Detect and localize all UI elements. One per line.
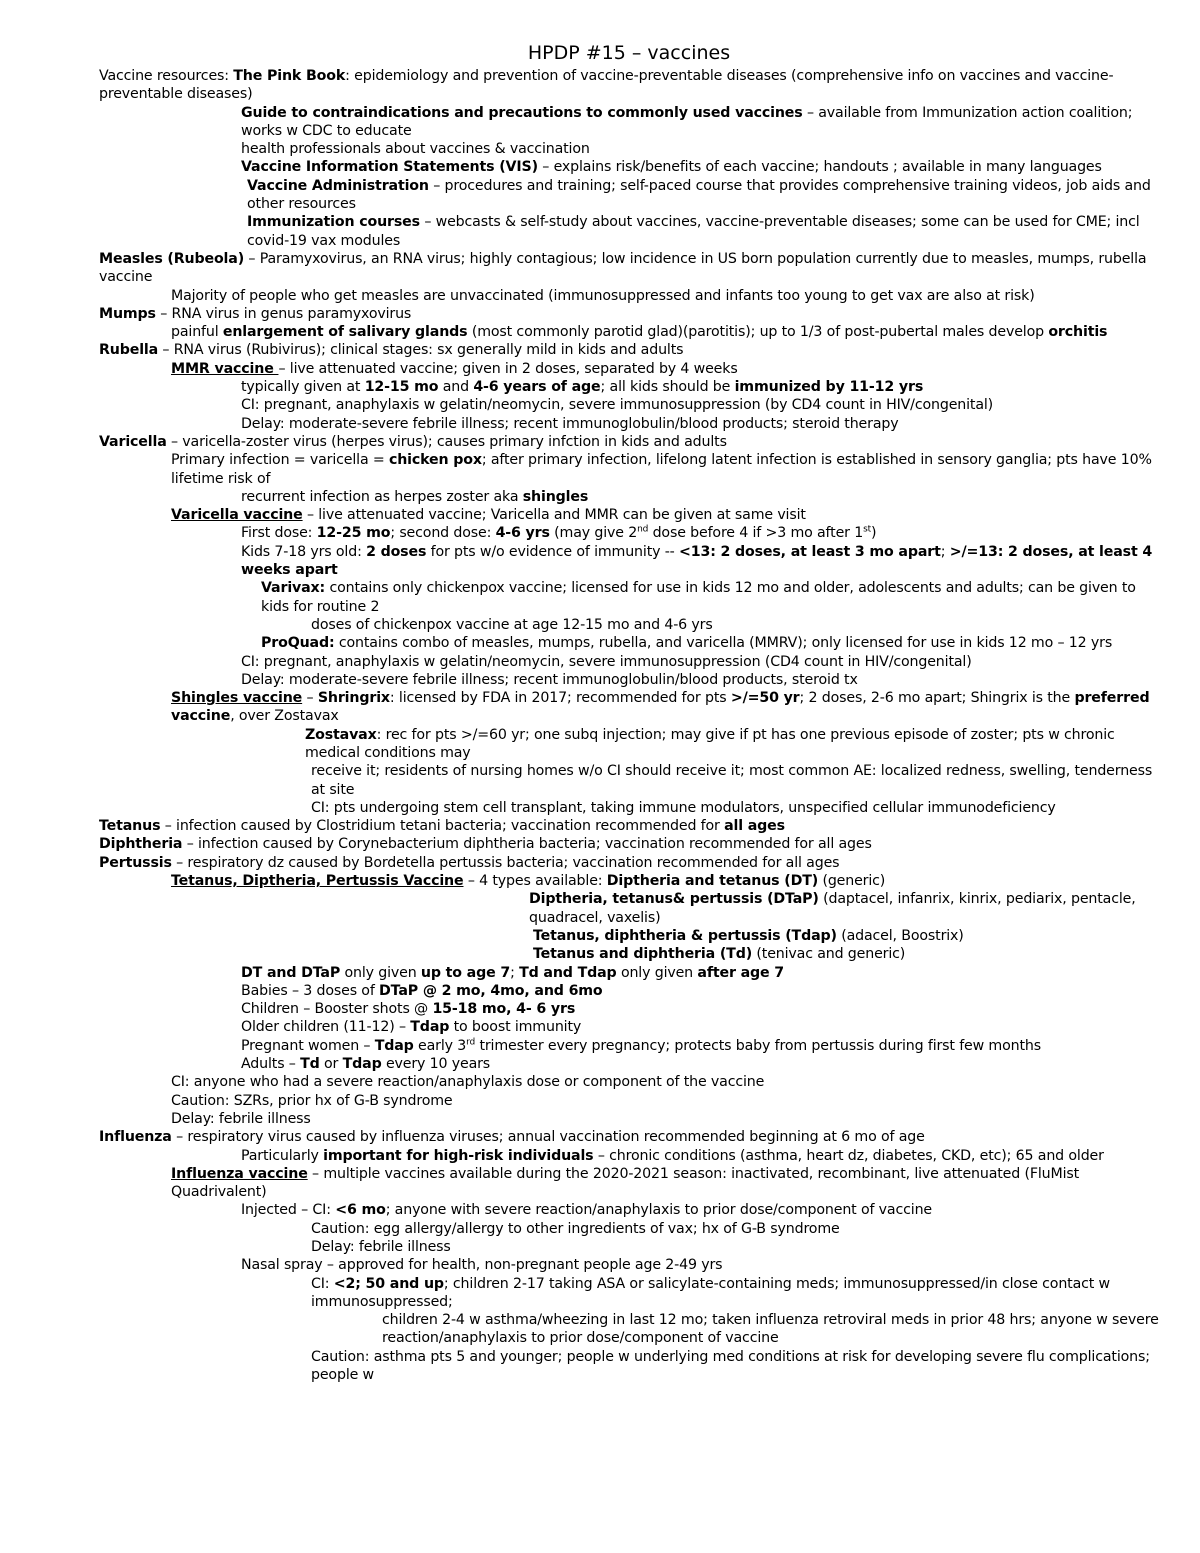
text: – live attenuated vaccine; given in 2 doses, separated by 4 weeks (278, 360, 738, 377)
bold-text: Varicella (99, 433, 167, 450)
text: CI: pregnant, anaphylaxis w gelatin/neomycin, severe immunosuppression (CD4 count in HIV/congenital) (241, 653, 972, 670)
paragraph (99, 1092, 1159, 1110)
text: typically given at (241, 379, 365, 396)
text: – respiratory virus caused by influenza viruses; annual vaccination recommended beginning at 6 mo of age (171, 1129, 925, 1146)
bold-text: all ages (724, 818, 785, 835)
text: Delay: moderate-severe febrile illness; recent immunoglobulin/blood products, steroid tx (241, 671, 858, 688)
text: – (302, 690, 318, 707)
text: ; after primary infection, lifelong latent infection is established in sensory ganglia; pts have 10% lifetime risk of (171, 452, 1152, 487)
text: contains combo of measles, mumps, rubella, and varicella (MMRV); only licensed for use in kids 12 mo – 12 yrs (334, 635, 1113, 652)
bold-text: Vaccine Information Statements (VIS) (241, 159, 538, 176)
text: – procedures and training; self-paced course that provides comprehensive training videos, job aids and other resources (247, 177, 1151, 213)
bold-text: 4-6 years of age (473, 379, 601, 396)
paragraph (99, 1037, 1159, 1055)
paragraph (99, 396, 1159, 414)
text: and (438, 379, 474, 396)
paragraph (99, 726, 1159, 763)
superscript-text: rd (466, 1037, 476, 1047)
paragraph (99, 616, 1159, 634)
text: children 2-4 w asthma/wheezing in last 12 mo; taken influenza retroviral meds in prior 48 hrs; anyone w severe (382, 1312, 1159, 1329)
paragraph (99, 287, 1159, 305)
text: receive it; residents of nursing homes w/o CI should receive it; most common AE: localized redness, swelling, tenderness at site (311, 763, 1153, 798)
text: – infection caused by Clostridium tetani bacteria; vaccination recommended for (160, 818, 725, 835)
paragraph (99, 854, 1159, 872)
paragraph (99, 104, 1159, 141)
bold-text: <6 mo (335, 1202, 386, 1219)
bold-text: immunized by 11-12 yrs (734, 379, 924, 396)
text: (tenivac and generic) (752, 946, 906, 963)
bold-text: <13: 2 doses, at least 3 mo apart (679, 543, 941, 560)
text: Delay: moderate-severe febrile illness; recent immunoglobulin/blood products; steroid therapy (241, 415, 899, 432)
paragraph (99, 653, 1159, 671)
text: Particularly (241, 1147, 324, 1164)
text: Injected – CI: (241, 1202, 336, 1219)
paragraph (99, 945, 1159, 963)
bold-text: Guide to contraindications and precautions to commonly used vaccines (241, 104, 803, 121)
text: ; all kids should be (600, 379, 735, 396)
text: only given (616, 964, 698, 981)
paragraph (99, 140, 1159, 158)
paragraph (99, 799, 1159, 817)
paragraph (99, 415, 1159, 433)
text: – chronic conditions (asthma, heart dz, diabetes, CKD, etc); 65 and older (593, 1147, 1104, 1164)
text: – 4 types available: (463, 873, 607, 890)
text: : rec for pts >/=60 yr; one subq injection; may give if pt has one previous episode of zoster; pts w chronic medical conditions may (305, 726, 1115, 761)
text: health professionals about vaccines & vaccination (241, 141, 590, 158)
text: ; anyone with severe reaction/anaphylaxis to prior dose/component of vaccine (385, 1202, 932, 1219)
text: Nasal spray – approved for health, non-pregnant people age 2-49 yrs (241, 1257, 723, 1274)
text: to boost immunity (449, 1019, 582, 1036)
bold-text: Tdap (410, 1019, 450, 1036)
document-page (99, 40, 1159, 1384)
bold-text: The Pink Book (233, 68, 346, 84)
paragraph (99, 543, 1159, 580)
bold-text: Diptheria and tetanus (DT) (606, 873, 819, 890)
text: painful (171, 324, 223, 341)
bold-text: Shringrix (317, 690, 390, 707)
text: doses of chickenpox vaccine at age 12-15 mo and 4-6 yrs (311, 616, 713, 633)
text: – explains risk/benefits of each vaccine; handouts ; available in many languages (537, 159, 1102, 176)
bold-text: Tetanus and diphtheria (Td) (533, 946, 753, 963)
bold-text: Diptheria, tetanus& pertussis (DTaP) (529, 891, 819, 908)
text: Delay: febrile illness (311, 1239, 451, 1255)
text: Older children (11-12) – (241, 1019, 411, 1036)
paragraph (99, 177, 1159, 214)
bold-text: Mumps (99, 305, 156, 322)
text: Babies – 3 doses of (241, 982, 380, 999)
paragraph (99, 872, 1159, 890)
paragraph (99, 1238, 1159, 1256)
paragraph (99, 817, 1159, 835)
paragraph (99, 689, 1159, 726)
text: : licensed by FDA in 2017; recommended for pts (389, 690, 731, 707)
bold-text: DT and DTaP (241, 964, 341, 981)
paragraph (99, 1256, 1159, 1274)
paragraph (99, 506, 1159, 524)
paragraph (99, 890, 1159, 927)
text: ; 2 doses, 2-6 mo apart; Shingrix is the (799, 690, 1075, 707)
paragraph (99, 1165, 1159, 1202)
text: for pts w/o evidence of immunity -- (426, 543, 680, 560)
paragraph (99, 1055, 1159, 1073)
bold-text: 12-15 mo (364, 379, 439, 396)
paragraph (99, 671, 1159, 689)
bold-text: Tdap (374, 1037, 414, 1054)
bold-text: 15-18 mo, 4- 6 yrs (432, 1001, 576, 1018)
bold-text: chicken pox (388, 452, 482, 469)
bold-text: Influenza (99, 1129, 172, 1146)
bold-text: MMR vaccine (171, 360, 279, 377)
text: only given (340, 964, 421, 981)
text: (may give 2 (549, 525, 638, 542)
bold-text: 4-6 yrs (495, 525, 550, 542)
bold-text: Shingles vaccine (171, 690, 303, 707)
text: trimester every pregnancy; protects baby from pertussis during first few months (475, 1037, 1041, 1054)
text: Kids 7-18 yrs old: (241, 543, 367, 560)
bold-text: 12-25 mo (316, 525, 391, 542)
paragraph (99, 451, 1159, 488)
superscript-text: st (863, 524, 871, 535)
bold-text: Immunization courses (247, 214, 420, 231)
paragraph (99, 579, 1159, 616)
text: – live attenuated vaccine; Varicella and MMR can be given at same visit (302, 507, 806, 524)
text: reaction/anaphylaxis to prior dose/component of vaccine (382, 1330, 779, 1347)
text: CI: pregnant, anaphylaxis w gelatin/neomycin, severe immunosuppression (by CD4 count in HIV/congenital) (241, 397, 994, 414)
bold-text: Pertussis (99, 854, 172, 871)
paragraph (99, 1073, 1159, 1091)
bold-text: Tetanus (99, 818, 161, 835)
text: ; (940, 543, 950, 560)
paragraph (99, 250, 1159, 287)
paragraph (99, 433, 1159, 451)
text: CI: (311, 1275, 334, 1292)
document-title: HPDP #15 – vaccines (527, 42, 731, 64)
text: Adults – (241, 1056, 301, 1073)
text: CI: pts undergoing stem cell transplant, taking immune modulators, unspecified cellular immunodeficiency (311, 799, 1056, 816)
bold-text: Tdap (342, 1056, 382, 1073)
paragraph (99, 1329, 1159, 1347)
text: ) (871, 525, 877, 542)
bold-text: ProQuad: (261, 635, 335, 652)
text: Caution: SZRs, prior hx of G-B syndrome (171, 1092, 453, 1109)
bold-text: >/=50 yr (730, 690, 800, 707)
paragraph (99, 1201, 1159, 1219)
bold-text: 2 doses (366, 543, 427, 560)
text: Children – Booster shots @ (241, 1001, 433, 1018)
paragraph (99, 964, 1159, 982)
text: – available from Immunization action coalition; works w CDC to educate (241, 104, 1133, 139)
text: – RNA virus in genus paramyxovirus (155, 305, 412, 322)
bold-text: important for high-risk individuals (323, 1147, 594, 1164)
superscript-text: nd (637, 524, 649, 535)
document-body (99, 67, 1159, 1384)
paragraph (99, 1220, 1159, 1238)
bold-text: Varicella vaccine (171, 507, 303, 524)
text: – Paramyxovirus, an RNA virus; highly contagious; low incidence in US born population currently due to measles, mumps, rubella vaccine (99, 250, 1147, 286)
text: – RNA virus (Rubivirus); clinical stages: sx generally mild in kids and adults (158, 342, 684, 359)
paragraph (99, 158, 1159, 176)
paragraph (99, 488, 1159, 506)
paragraph (99, 1147, 1159, 1165)
text: – infection caused by Corynebacterium diphtheria bacteria; vaccination recommended for all ages (182, 836, 872, 853)
bold-text: <2; 50 and up (333, 1275, 444, 1292)
text: CI: anyone who had a severe reaction/anaphylaxis dose or component of the vaccine (171, 1074, 765, 1091)
bold-text: >/=13: 2 doses, at least 4 weeks apart (241, 543, 1153, 579)
text: Vaccine resources: (99, 68, 234, 84)
text: ; (510, 964, 520, 981)
text: every 10 years (381, 1056, 491, 1073)
bold-text: up to age 7 (420, 964, 511, 981)
bold-text: DTaP @ 2 mo, 4mo, and 6mo (379, 982, 603, 999)
text: (most commonly parotid glad)(parotitis); up to 1/3 of post-pubertal males develop (467, 324, 1049, 341)
text: ; children 2-17 taking ASA or salicylate-containing meds; immunosuppressed/in close contact w immunosuppressed; (311, 1275, 1110, 1310)
bold-text: after age 7 (697, 964, 784, 981)
paragraph (99, 341, 1159, 359)
bold-text: Diphtheria (99, 836, 183, 853)
bold-text: Vaccine Administration (247, 177, 429, 194)
text: dose before 4 if >3 mo after 1 (648, 525, 864, 542)
paragraph (99, 305, 1159, 323)
paragraph (99, 67, 1159, 104)
text: ; second dose: (390, 525, 496, 542)
paragraph (99, 360, 1159, 378)
paragraph (99, 1000, 1159, 1018)
paragraph (99, 1128, 1159, 1146)
paragraph (99, 1018, 1159, 1036)
paragraph (99, 1311, 1159, 1329)
text: – varicella-zoster virus (herpes virus); causes primary infction in kids and adults (166, 433, 727, 450)
bold-text: enlargement of salivary glands (222, 324, 468, 341)
bold-text: Rubella (99, 342, 159, 359)
bold-text: Td (300, 1056, 320, 1073)
text: Majority of people who get measles are unvaccinated (immunosuppressed and infants too young to get vax are also at risk) (171, 287, 1035, 304)
text: : epidemiology and prevention of vaccine-preventable diseases (comprehensive info on vaccines and vaccine-preventable diseases) (99, 68, 1114, 103)
paragraph (99, 323, 1159, 341)
text: – multiple vaccines available during the 2020-2021 season: inactivated, recombinant, live attenuated (FluMist Quadrivalent) (171, 1165, 1080, 1201)
paragraph (99, 835, 1159, 853)
text: (adacel, Boostrix) (836, 927, 964, 944)
text: Pregnant women – (241, 1037, 375, 1054)
text: (daptacel, infanrix, kinrix, pediarix, pentacle, quadracel, vaxelis) (529, 891, 1136, 926)
bold-text: Tetanus, diphtheria & pertussis (Tdap) (533, 927, 837, 944)
bold-text: Tetanus, Diptheria, Pertussis Vaccine (171, 873, 464, 890)
paragraph (99, 378, 1159, 396)
bold-text: Influenza vaccine (171, 1165, 308, 1182)
text: recurrent infection as herpes zoster aka (241, 488, 523, 505)
paragraph (99, 1275, 1159, 1312)
paragraph (99, 927, 1159, 945)
text: Primary infection = varicella = (171, 452, 389, 469)
text: early 3 (413, 1037, 467, 1054)
text: , over Zostavax (230, 708, 339, 725)
paragraph (99, 524, 1159, 542)
paragraph (99, 213, 1159, 250)
text: contains only chickenpox vaccine; licensed for use in kids 12 mo and older, adolescents and adults; can be given to kids for routine 2 (261, 580, 1136, 615)
paragraph (99, 1110, 1159, 1128)
bold-text: preferred vaccine (171, 690, 1150, 725)
text: Caution: egg allergy/allergy to other ingredients of vax; hx of G-B syndrome (311, 1220, 840, 1237)
text: (generic) (818, 873, 886, 890)
text: Caution: asthma pts 5 and younger; people w underlying med conditions at risk for developing severe flu complications; people w (311, 1348, 1150, 1384)
bold-text: Zostavax (305, 726, 377, 743)
paragraph (99, 634, 1159, 652)
paragraph (99, 762, 1159, 799)
bold-text: shingles (522, 488, 589, 505)
bold-text: Varivax: (261, 580, 326, 597)
text: or (319, 1056, 343, 1073)
bold-text: Td and Tdap (519, 964, 617, 981)
text: – webcasts & self-study about vaccines, vaccine-preventable diseases; some can be used for CME; incl covid-19 vax modules (247, 214, 1140, 249)
paragraph (99, 1348, 1159, 1385)
text: Delay: febrile illness (171, 1110, 311, 1127)
paragraph (99, 982, 1159, 1000)
text: – respiratory dz caused by Bordetella pertussis bacteria; vaccination recommended for all ages (171, 854, 840, 871)
bold-text: orchitis (1048, 324, 1108, 341)
text: First dose: (241, 525, 317, 542)
bold-text: Measles (Rubeola) (99, 250, 245, 267)
